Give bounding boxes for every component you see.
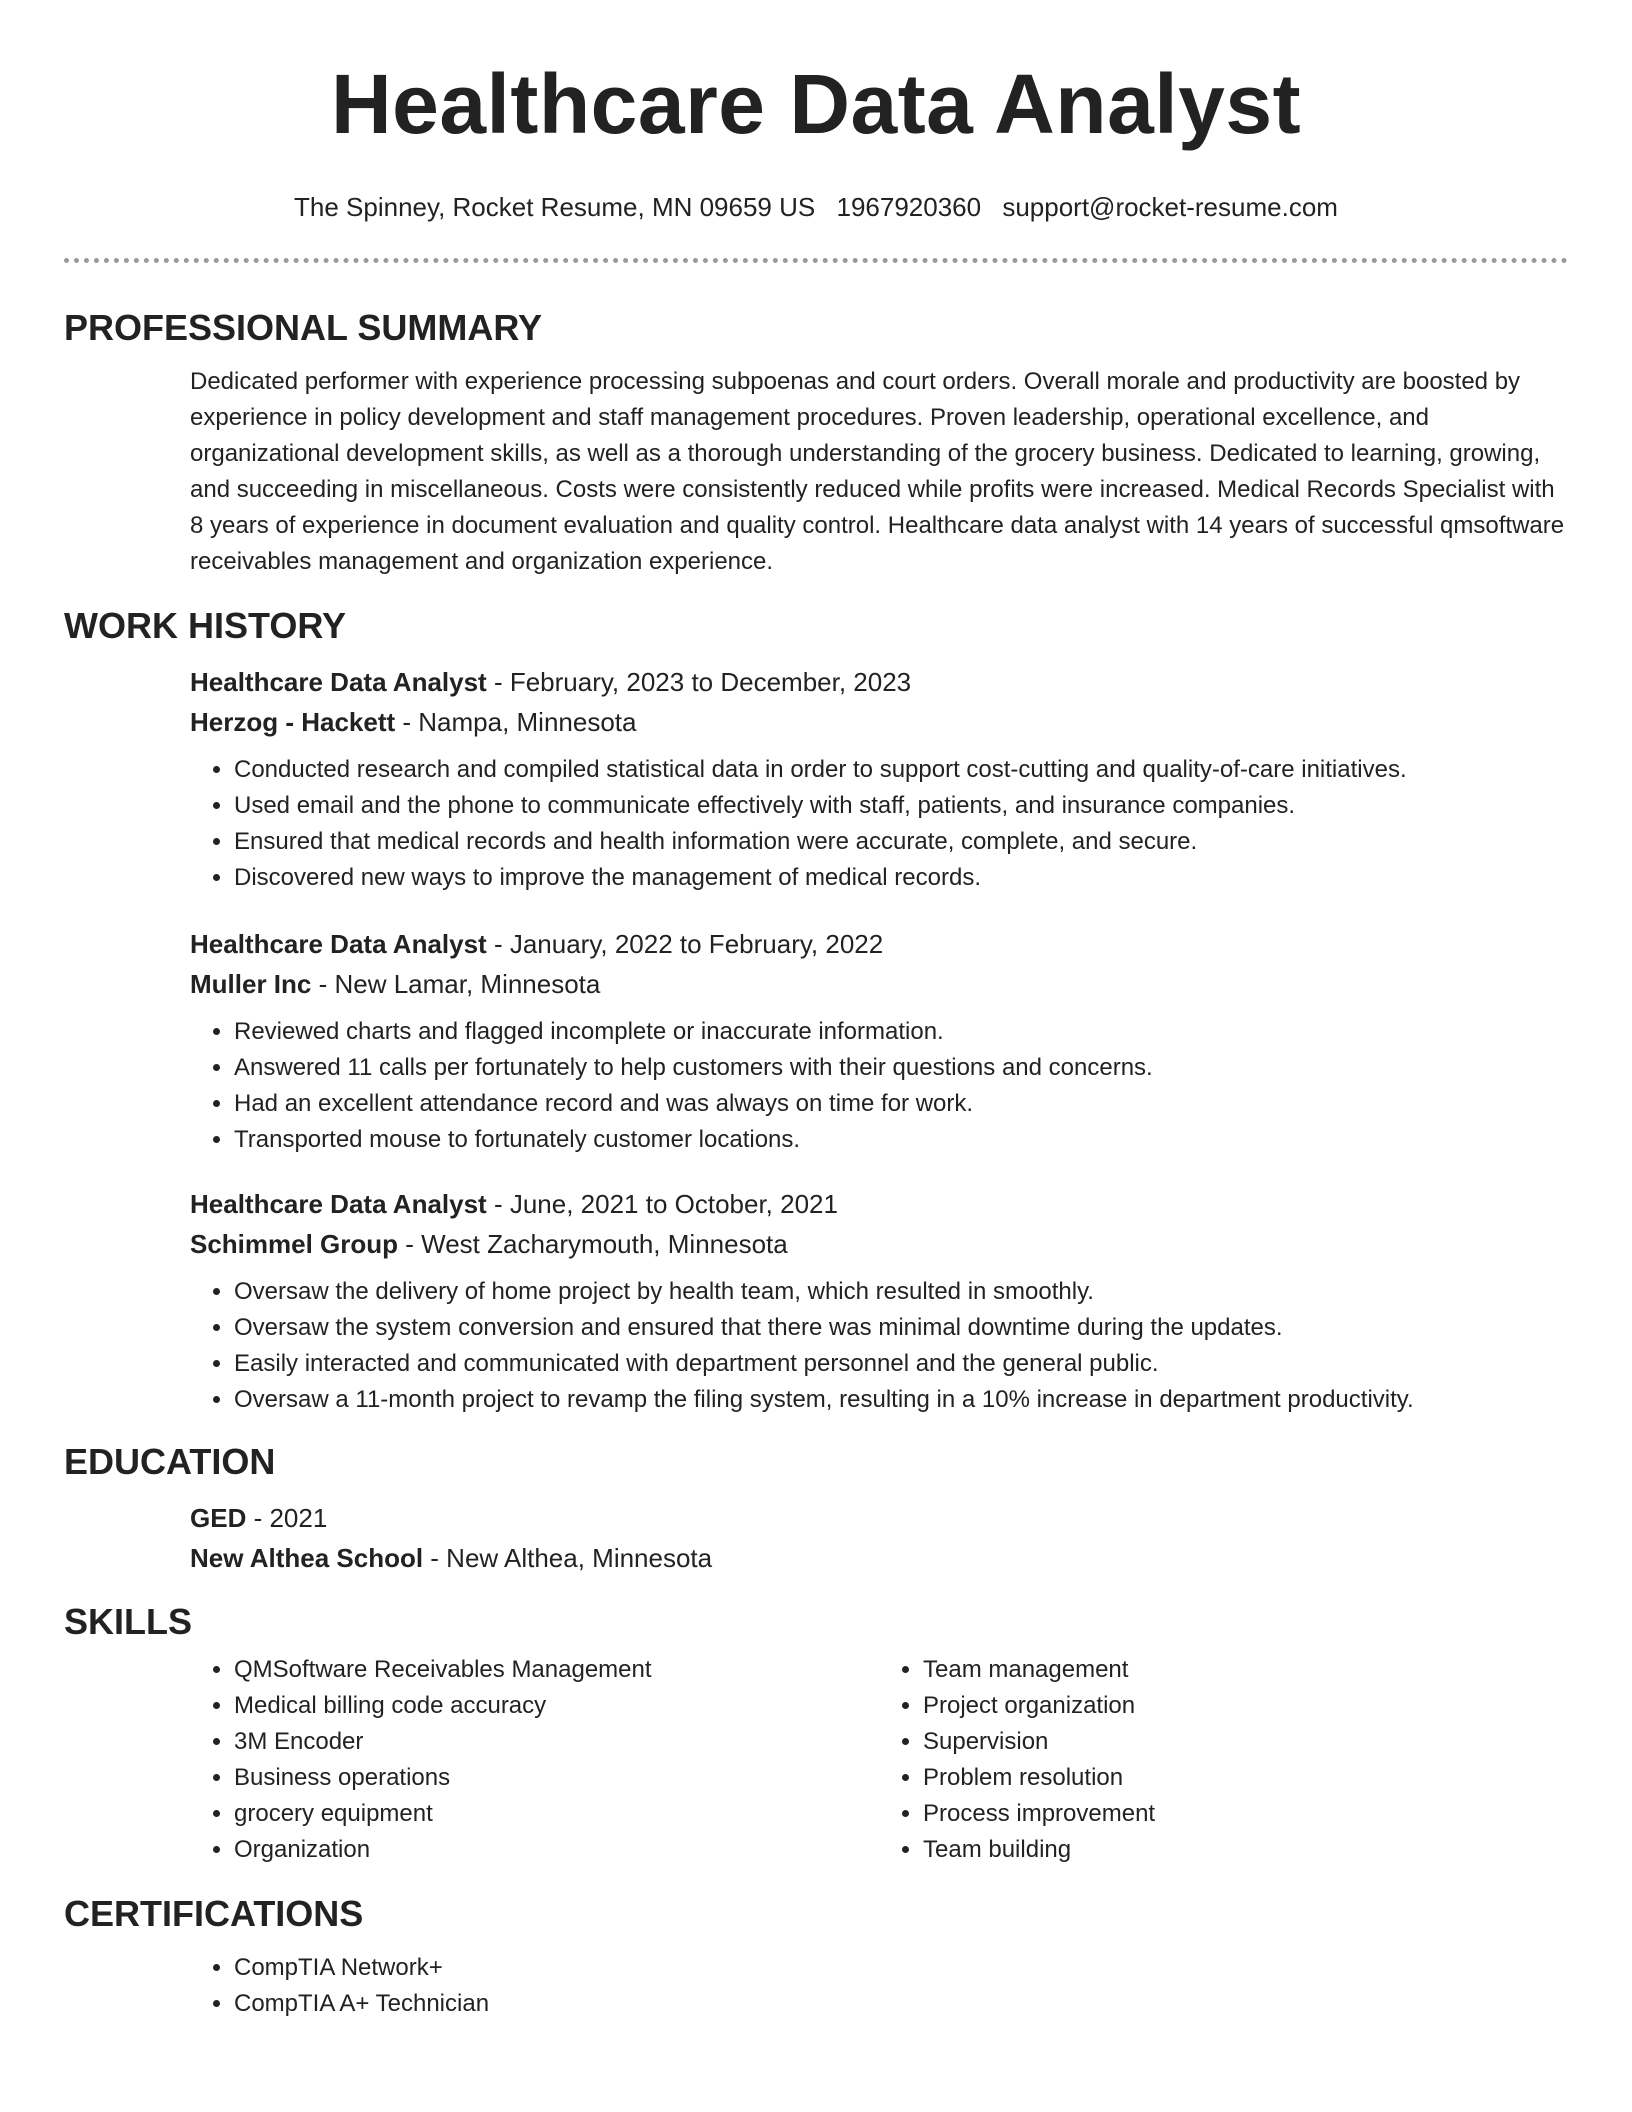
header-divider xyxy=(64,258,1568,263)
skill-item: • Organization xyxy=(234,1832,879,1868)
job-bullet: • Oversaw the delivery of home project by health team, which resulted in smoothly. xyxy=(234,1274,1568,1310)
job-bullet: • Reviewed charts and flagged incomplete or inaccurate information. xyxy=(234,1014,1568,1050)
job-dates: - January, 2022 to February, 2022 xyxy=(486,929,884,959)
skill-item: • QMSoftware Receivables Management xyxy=(234,1652,879,1688)
education-year: - 2021 xyxy=(246,1503,328,1533)
job-bullet: • Conducted research and compiled statistical data in order to support cost-cutting and quality-of-care initiatives. xyxy=(234,752,1568,788)
job-role-line xyxy=(190,662,1568,702)
job-bullet: • Oversaw a 11-month project to revamp the filing system, resulting in a 10% increase in department productivity. xyxy=(234,1382,1568,1418)
education-school-line xyxy=(190,1538,1568,1578)
job-bullet: • Used email and the phone to communicate effectively with staff, patients, and insurance companies. xyxy=(234,788,1568,824)
education-location: - New Althea, Minnesota xyxy=(423,1543,713,1573)
skill-item: • grocery equipment xyxy=(234,1796,879,1832)
job-dates: - February, 2023 to December, 2023 xyxy=(486,667,912,697)
skills-columns xyxy=(190,1652,1568,1868)
education-degree: GED xyxy=(190,1503,247,1533)
job-location: - New Lamar, Minnesota xyxy=(311,969,601,999)
work-section xyxy=(64,604,1568,1418)
job-company-line xyxy=(190,702,1568,742)
work-title: WORK HISTORY xyxy=(64,605,347,646)
job-entry xyxy=(190,662,1568,896)
skill-item: • Process improvement xyxy=(923,1796,1568,1832)
job-entry xyxy=(190,924,1568,1158)
skills-section xyxy=(64,1600,1568,1868)
job-role: Healthcare Data Analyst xyxy=(190,667,487,697)
job-role-line xyxy=(190,1184,1568,1224)
skill-item: • Problem resolution xyxy=(923,1760,1568,1796)
job-company: Muller Inc xyxy=(190,969,312,999)
summary-title: PROFESSIONAL SUMMARY xyxy=(64,307,543,348)
contact-address: The Spinney, Rocket Resume, MN 09659 US xyxy=(294,192,816,222)
skill-item: • Business operations xyxy=(234,1760,879,1796)
contact-phone: 1967920360 xyxy=(836,192,982,222)
resume-name: Healthcare Data Analyst xyxy=(330,57,1302,151)
job-bullets xyxy=(190,1274,1568,1418)
skill-item: • Medical billing code accuracy xyxy=(234,1688,879,1724)
job-location: - West Zacharymouth, Minnesota xyxy=(398,1229,788,1259)
skill-item: • Project organization xyxy=(923,1688,1568,1724)
certifications-body xyxy=(64,1950,1568,2022)
job-role: Healthcare Data Analyst xyxy=(190,929,487,959)
certification-item: • CompTIA Network+ xyxy=(234,1950,1568,1986)
education-degree-line xyxy=(190,1498,1568,1538)
certification-item: • CompTIA A+ Technician xyxy=(234,1986,1568,2022)
job-company: Herzog - Hackett xyxy=(190,707,396,737)
education-section xyxy=(64,1440,1568,1578)
summary-body xyxy=(64,364,1568,580)
summary-section xyxy=(64,306,1568,580)
job-role: Healthcare Data Analyst xyxy=(190,1189,487,1219)
skill-item: • Team building xyxy=(923,1832,1568,1868)
job-bullet: • Transported mouse to fortunately customer locations. xyxy=(234,1122,1568,1158)
job-bullet: • Easily interacted and communicated with department personnel and the general public. xyxy=(234,1346,1568,1382)
skills-list-left xyxy=(190,1652,879,1868)
education-title: EDUCATION xyxy=(64,1441,276,1482)
skills-body xyxy=(64,1652,1568,1868)
work-body xyxy=(64,662,1568,1418)
contact-email: support@rocket-resume.com xyxy=(1002,192,1338,222)
job-dates: - June, 2021 to October, 2021 xyxy=(486,1189,838,1219)
job-bullets xyxy=(190,1014,1568,1158)
certifications-list xyxy=(190,1950,1568,2022)
skills-list-right xyxy=(879,1652,1568,1868)
job-bullet: • Oversaw the system conversion and ensured that there was minimal downtime during the updates. xyxy=(234,1310,1568,1346)
job-company-line xyxy=(190,1224,1568,1264)
skills-title: SKILLS xyxy=(64,1601,193,1642)
job-location: - Nampa, Minnesota xyxy=(395,707,637,737)
job-role-line xyxy=(190,924,1568,964)
education-body xyxy=(64,1498,1568,1578)
certifications-section xyxy=(64,1892,1568,2022)
skill-item: • Supervision xyxy=(923,1724,1568,1760)
job-company: Schimmel Group xyxy=(190,1229,399,1259)
job-company-line xyxy=(190,964,1568,1004)
certifications-title: CERTIFICATIONS xyxy=(64,1893,364,1934)
job-bullet: • Ensured that medical records and health information were accurate, complete, and secure. xyxy=(234,824,1568,860)
job-bullet: • Answered 11 calls per fortunately to help customers with their questions and concerns. xyxy=(234,1050,1568,1086)
contact-line xyxy=(64,190,1568,224)
education-school: New Althea School xyxy=(190,1543,424,1573)
job-bullet: • Had an excellent attendance record and was always on time for work. xyxy=(234,1086,1568,1122)
job-bullets xyxy=(190,752,1568,896)
job-bullet: • Discovered new ways to improve the management of medical records. xyxy=(234,860,1568,896)
skill-item: • Team management xyxy=(923,1652,1568,1688)
skill-item: • 3M Encoder xyxy=(234,1724,879,1760)
summary-text: Dedicated performer with experience processing subpoenas and court orders. Overall morale and productivity are boosted by experience in policy development and staff management procedures. Proven leadership, operational excellence, and organizational development skills, as well as a thorough understanding of the grocery business. Dedicated to learning, growing, and succeeding in miscellaneous. Costs were consistently reduced while profits were increased. Medical Records Specialist with 8 years of experience in document evaluation and quality control. Healthcare data analyst with 14 years of successful qmsoftware receivables management and organization experience. xyxy=(190,368,1565,575)
job-entry xyxy=(190,1184,1568,1418)
